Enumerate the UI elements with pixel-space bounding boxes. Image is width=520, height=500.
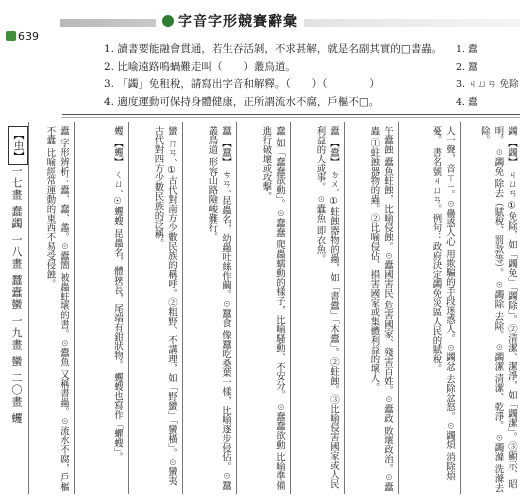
answer-item: 1. 蠹 xyxy=(456,44,478,55)
question-item: 3. 「蠲」免租稅，請寫出字音和解釋。（ ）（ ） xyxy=(104,78,380,90)
badge-icon xyxy=(162,15,174,27)
question-item: 2. 比喻遠路鳴蝸難走叫（ ）叢鳥道。 xyxy=(104,60,296,73)
answer-item: 3. ㄐㄩㄢ 免除 xyxy=(456,79,519,90)
dictionary-column: 蠼 【蠼】 ㄑㄩˊ ☉蠼螋 昆蟲名，體狹長，尾端有鉗狀物。 蠼螋也寫作「蠷螋」。 xyxy=(112,126,123,462)
page-number: 639 xyxy=(6,30,39,43)
divider xyxy=(62,117,520,118)
answer-item: 4. 蠹 xyxy=(456,96,478,108)
header-bar xyxy=(60,14,520,36)
divider xyxy=(62,114,520,115)
column-divider xyxy=(128,122,129,494)
radical-tab: 【虫】 xyxy=(8,126,28,165)
column-divider xyxy=(236,122,237,494)
column-divider xyxy=(182,122,183,494)
quiz-questions xyxy=(104,41,444,111)
leaf-icon xyxy=(6,31,16,41)
column-divider xyxy=(344,122,345,494)
column-divider xyxy=(74,122,75,494)
header-title: 字音字形競賽辭彙 xyxy=(156,11,304,31)
dictionary-column: 蠹 字形辨析：蠹、蠢、蠡。☉蠹簡 被蟲蛀壞的書。☉蠹魚 又稱書蟲。☉流水不腐，戶樞不蠹 比喻經常運動的東西不易受侵蝕。 xyxy=(44,126,69,492)
dictionary-column: 人一聲，音ㄒㄧ。☉蠱惑人心 用欺騙的手段迷惑人。☉蠲忿 去除忿怒。☉蠲煩 消除煩憂。 書名號ㄐㄩㄢ。例句：政府決定蠲免災區人民的賦稅。 xyxy=(430,126,455,481)
dictionary-column: 蠻 ㄇㄢˊ ①古代對南方少數民族的稱呼。②粗野、不講理，如「野蠻」「蠻橫」。☉蠻夷 古代對四方少數民族的泛稱。 xyxy=(152,126,177,486)
answer-item: 2. 蠶 xyxy=(456,61,478,73)
dictionary-column: 午蠹蝕 蠹魚蛀蝕，比喻侵蝕。☉蠹國害民 危害國家、殘害百姓。☉蠹政 敗壞政治。☉蠹蟲 ①蛀蝕器物的蟲。②比喻侵佔、損害國家或集體利益的壞人。 xyxy=(368,126,393,492)
question-item: 4. 適度運動可保持身體健康，正所謂流水不腐，戶樞不□。 xyxy=(104,95,380,108)
column-divider xyxy=(398,122,399,494)
column-divider xyxy=(28,122,29,494)
dictionary-column: 蠲 【蠲】 ㄐㄩㄢ ①免除，如「蠲免」「蠲除」。②清潔、潔淨，如「蠲潔」。③顯示、昭明。 ☉蠲免 除去（賦稅、罰款等）。 ☉蠲除 去除。 ☉蠲潔 清潔、乾淨。 ☉蠲滌 洗滌去除。 xyxy=(478,126,517,493)
stroke-index: 一七畫 蠢蠲 一八畫 蠶蠹蠻 一九畫 蠻 二〇畫 蠼 xyxy=(10,165,23,425)
dictionary-column: 蠶 【蠶】 ㄘㄢˊ 昆蟲名，幼蟲吐絲作繭。☉蠶食 像蠶吃桑葉一樣，比喻逐步侵佔。☉蠶叢鳥道 形容山路險峻難行。 xyxy=(206,126,231,491)
column-divider xyxy=(290,122,291,494)
column-divider xyxy=(460,122,461,494)
answer-list xyxy=(456,41,520,111)
dictionary-column: 蠹 【蠹】 ㄉㄨˋ ①蛀蝕器物的蟲，如「書蠹」「木蠹」。②蛀蝕。③比喻侵害國家或人民利益的人或事。 ☉蠹魚 即衣魚。 xyxy=(314,126,339,489)
dictionary-column: 蠢 如「蠢蠢欲動」。☉蠢蠢 爬蟲蠕動的樣子，比喻騷動、不安分。 ☉蠢蠢欲動 比喻準備進行破壞或攻擊。 xyxy=(260,126,285,491)
question-item: 1. 讀書要能融會貫通，若生吞活剝，不求甚解，就是名副其實的□書蟲。 xyxy=(104,43,443,55)
